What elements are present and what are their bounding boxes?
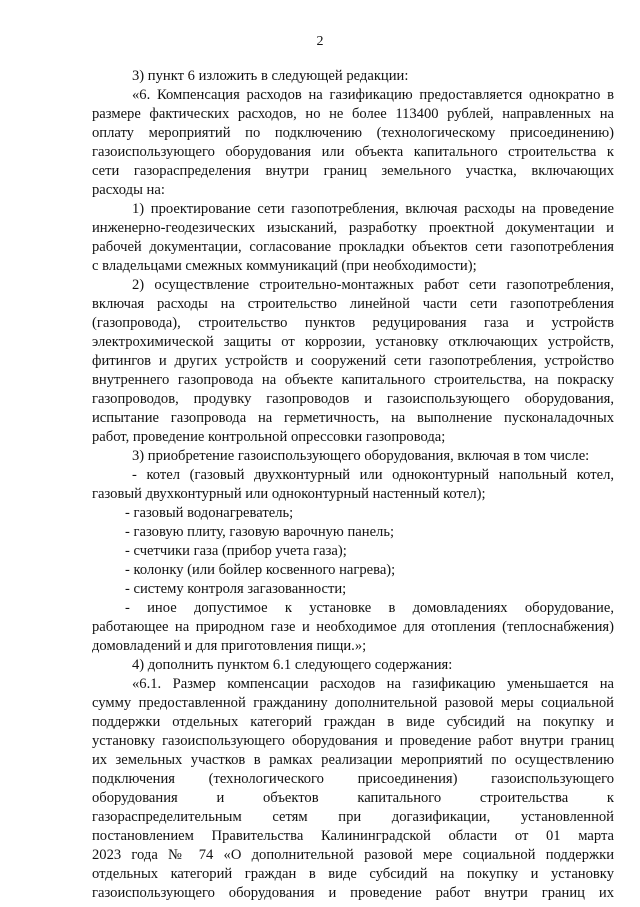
text-line: внутреннего газопровода на объекте капитального строительства, на покраску (92, 372, 614, 388)
text-line: постановлением Правительства Калининградской области от 01 марта (92, 828, 614, 844)
text-line: 2) осуществление строительно-монтажных работ сети газопотребления, (132, 277, 614, 293)
text-line: газораспределительным сетям при догазификации, установленной (92, 809, 614, 825)
text-line: работающее на природном газе и необходимое для отопления (теплоснабжения) (92, 619, 614, 635)
text-line: - счетчики газа (прибор учета газа); (125, 543, 347, 559)
text-line: 2023 года № 74 «О дополнительной разовой мере социальной поддержки (92, 847, 614, 863)
text-line: оборудования и объектов капитального строительства к (92, 790, 614, 806)
text-line: газовый двухконтурный или одноконтурный настенный котел); (92, 486, 486, 502)
text-line: фитингов и других устройств и сооружений сети газопотребления, устройство (92, 353, 614, 369)
text-line: - колонку (или бойлер косвенного нагрева); (125, 562, 396, 578)
text-line: (газопровода), строительство пунктов редуцирования газа и устройств (92, 315, 614, 331)
text-line: - котел (газовый двухконтурный или одноконтурный напольный котел, (132, 467, 614, 483)
page-number: 2 (316, 34, 324, 49)
text-line: домовладений и для приготовления пищи.»; (92, 638, 367, 654)
text-line: оплату мероприятий по подключению (технологическому присоединению) (92, 125, 614, 141)
text-line: размере фактических расходов, но не более 113400 рублей, направленных на (92, 106, 614, 122)
text-line: - газовый водонагреватель; (125, 505, 294, 521)
text-line: газопроводов, продувку газопроводов и газоиспользующего оборудования, (92, 391, 614, 407)
text-line: с владельцами смежных коммуникаций (при необходимости); (92, 258, 477, 274)
text-line: - систему контроля загазованности; (125, 581, 347, 597)
text-line: отдельных категорий граждан в виде субсидий на покупку и установку (92, 866, 614, 882)
text-line: подключения (технологического присоединения) газоиспользующего (92, 771, 614, 787)
text-line: 3) пункт 6 изложить в следующей редакции: (132, 68, 409, 84)
text-line: поддержки отдельных категорий граждан в виде субсидий на покупку и (92, 714, 614, 730)
text-line: «6. Компенсация расходов на газификацию предоставляется однократно в (132, 87, 614, 103)
text-line: 3) приобретение газоиспользующего оборудования, включая в том числе: (132, 448, 590, 464)
text-line: 4) дополнить пунктом 6.1 следующего содержания: (132, 657, 453, 673)
text-line: газоиспользующего оборудования или объекта капитального строительства к (92, 144, 614, 160)
text-line: 1) проектирование сети газопотребления, включая расходы на проведение (132, 201, 614, 217)
text-line: рабочей документации, согласование прокладки объектов сети газопотребления (92, 239, 614, 255)
text-line: установку газоиспользующего оборудования и проведение работ внутри границ (92, 733, 614, 749)
text-line: «6.1. Размер компенсации расходов на газификацию уменьшается на (132, 676, 614, 692)
text-line: сумму предоставленной гражданину дополнительной разовой меры социальной (92, 695, 614, 711)
text-line: испытание газопровода на герметичность, на выполнение пусконаладочных (92, 410, 614, 426)
text-line: включая расходы на строительство линейной части сети газопотребления (92, 296, 614, 312)
text-line: работ, проведение контрольной опрессовки газопровода; (92, 429, 446, 445)
text-line: - иное допустимое к установке в домовладениях оборудование, (125, 600, 614, 616)
text-line: инженерно-геодезических изысканий, разработку проектной документации и (92, 220, 614, 236)
text-line: - газовую плиту, газовую варочную панель; (125, 524, 395, 540)
text-line: электрохимической защиты от коррозии, установку отключающих устройств, (92, 334, 614, 350)
text-line: газоиспользующего оборудования и проведение работ внутри границ их (92, 885, 614, 901)
text-line: расходы на: (92, 182, 165, 198)
text-line: сети газораспределения внутри границ земельного участка, включающих (92, 163, 614, 179)
text-line: их земельных участков в рамках реализации мероприятий по осуществлению (92, 752, 614, 768)
